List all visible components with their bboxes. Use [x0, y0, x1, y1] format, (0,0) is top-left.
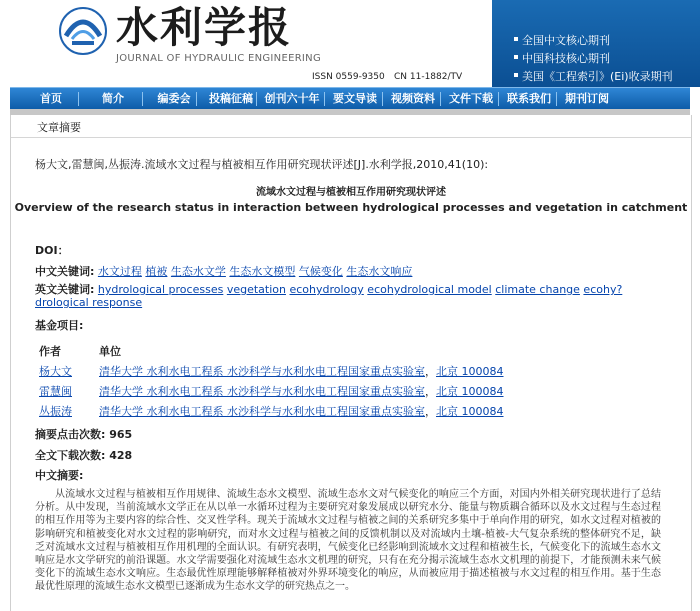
nav-videos[interactable]: 视频资料: [391, 92, 435, 105]
keyword-link[interactable]: 水文过程: [97, 265, 142, 278]
abstract-click-count: 摘要点击次数: 965: [35, 428, 133, 441]
keyword-link[interactable]: ecohy? drological response: [35, 283, 623, 309]
journal-badges: [492, 0, 700, 87]
article-citation: 杨大文,雷慧闽,丛振涛.流域水文过程与植被相互作用研究现状评述[J].水利学报,2010,41(10):: [35, 158, 489, 171]
nav-separator: [142, 92, 143, 106]
keyword-link[interactable]: 生态水文学: [170, 265, 226, 278]
nav-downloads[interactable]: 文件下载: [449, 92, 493, 105]
badge-item: 全国中文核心期刊: [522, 34, 610, 47]
fund-label: 基金项目:: [35, 319, 84, 332]
badge-item: 中国科技核心期刊: [522, 52, 610, 65]
article-title-cn: 流域水文过程与植被相互作用研究现状评述: [256, 187, 446, 198]
keywords-en-label: 英文关键词:: [35, 283, 95, 296]
nav-separator: [78, 92, 79, 106]
abstract-label: 中文摘要:: [35, 469, 84, 482]
nav-editorial-board[interactable]: 编委会: [157, 92, 191, 105]
site-header: [0, 0, 700, 87]
keyword-link[interactable]: 生态水文响应: [346, 265, 413, 278]
nav-sixty-years[interactable]: 创刊六十年: [264, 92, 320, 105]
section-header: [11, 115, 691, 138]
journal-english-title: JOURNAL OF HYDRAULIC ENGINEERING: [116, 53, 322, 64]
keywords-cn: [35, 263, 412, 279]
keywords-cn-label: 中文关键词:: [35, 265, 95, 278]
keyword-link[interactable]: ecohydrological model: [367, 283, 492, 296]
nav-intro[interactable]: 简介: [102, 92, 124, 105]
author-column-header: 作者: [39, 345, 61, 358]
article-title-en: Overview of the research status in interaction between hydrological processes and vegetation in catchment: [14, 201, 688, 214]
badge-item: 美国《工程索引》(Ei)收录期刊: [522, 70, 673, 83]
keyword-link[interactable]: climate change: [495, 283, 580, 296]
author-name-link[interactable]: 丛振涛: [39, 405, 72, 418]
main-nav: [10, 87, 690, 110]
ches-logo-icon: [58, 6, 108, 56]
nav-contact[interactable]: 联系我们: [507, 92, 551, 105]
unit-column-header: 单位: [99, 345, 121, 358]
doi-label: DOI：: [35, 244, 69, 257]
keyword-link[interactable]: vegetation: [226, 283, 286, 296]
author-unit-link[interactable]: 清华大学 水利水电工程系 水沙科学与水利水电工程国家重点实验室，北京 100084: [99, 385, 504, 398]
author-unit-link[interactable]: 清华大学 水利水电工程系 水沙科学与水利水电工程国家重点实验室，北京 100084: [99, 365, 504, 378]
fulltext-download-count: 全文下载次数: 428: [35, 449, 133, 462]
nav-submission[interactable]: 投稿征稿: [209, 92, 253, 105]
abstract-text: 从流域水文过程与植被相互作用规律、流域生态水文模型、流域生态水文对气候变化的响应三个方面，对国内外相关研究现状进行了总结分析。从中发现，当前流域水文学正在从以单一水循环过程为主要研究对象发展成以研究水分、能量与物质耦合循环以及水文过程与生态过程的相互作用等为主要内容的综合性、交叉性学科。现关于流域水文过程与植被之间的关系研究多集中于单向作用的研究，如水文过程对植被的影响研究和植被变化对水文过程的影响研究，而对水文过程与植被之间的反馈机制以及对流域内土壤-植被-大气复杂系统的整体研究不足，缺乏对流域水文过程与植被相互作用机理的全面认识。有研究表明，气候变化已经影响到流域水文过程和植被生长，气候变化下的流域生态水文响应是水文学研究的前沿课题。水文学需要强化对流域生态水文机理的研究，只有在充分揭示流域生态水文机理的前提下，才能预测未来气候变化下的流域生态水文响应。生态最优性原理能够解释植被对外界环境变化的响应，从而被应用于描述植被与水文过程的相互作用。基于生态最优性原理的流域生态水文模型已逐渐成为生态水文学的研究热点之一。: [35, 489, 661, 593]
author-name-link[interactable]: 杨大文: [39, 365, 72, 378]
nav-separator: [196, 92, 197, 106]
author-name-link[interactable]: 雷慧闽: [39, 385, 72, 398]
keyword-link[interactable]: 植被: [145, 265, 168, 278]
keywords-en: [35, 283, 645, 309]
content-frame: [10, 115, 692, 611]
cn-number: CN 11-1882/TV: [394, 72, 463, 82]
keyword-link[interactable]: ecohydrology: [289, 283, 364, 296]
issn-number: ISSN 0559-9350: [312, 72, 385, 82]
keyword-link[interactable]: hydrological processes: [97, 283, 224, 296]
nav-subscribe[interactable]: 期刊订阅: [565, 92, 609, 105]
journal-title: 水利学报: [116, 3, 293, 52]
keyword-link[interactable]: 气候变化: [298, 265, 343, 278]
author-unit-link[interactable]: 清华大学 水利水电工程系 水沙科学与水利水电工程国家重点实验室，北京 100084: [99, 405, 504, 418]
keyword-link[interactable]: 生态水文模型: [229, 265, 296, 278]
nav-home[interactable]: 首页: [40, 92, 62, 105]
section-title: 文章摘要: [37, 121, 81, 134]
nav-featured-guide[interactable]: 要文导读: [333, 92, 377, 105]
